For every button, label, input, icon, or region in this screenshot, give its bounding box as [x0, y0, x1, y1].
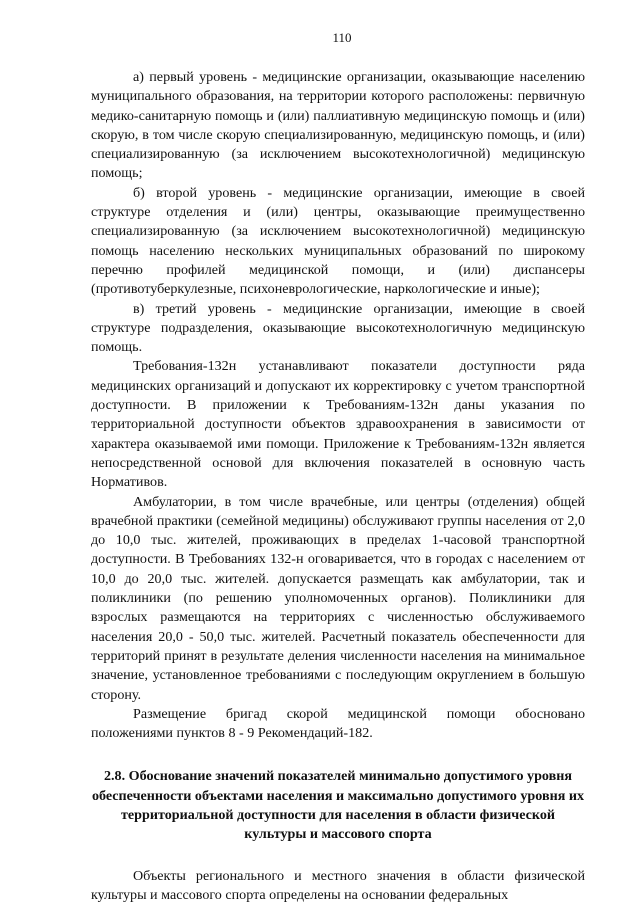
- document-page: [91, 30, 585, 905]
- paragraph-level-two: б) второй уровень - медицинские организации, имеющие в своей структуре отделения и (или) центры, оказывающие преимущественно специализированную (за исключением высокотехнологичной) медицинскую помощь населению нескольких муниципальных образований по широкому перечню профилей медицинской помощи, и (или) диспансеры (противотуберкулезные, психоневрологические, наркологические и иные);: [91, 184, 585, 298]
- paragraph-ambulatories: Амбулатории, в том числе врачебные, или центры (отделения) общей врачебной практики (семейной медицины) обслуживают группы населения от 2,0 до 10,0 тыс. жителей, проживающих в пределах 1-часовой транспортной доступности. В Требованиях 132-н оговаривается, что в городах с населением от 10,0 до 20,0 тыс. жителей. допускается размещать как амбулатории, так и поликлиники (по решению уполномоченных органов). Поликлиники для взрослых размещаются на территориях с численностью обслуживаемого населения 20,0 - 50,0 тыс. жителей. Расчетный показатель обеспеченности для территорий принят в результате деления численности населения на минимальное значение, установленное требованиями с последующим округлением в большую сторону.: [91, 493, 585, 703]
- page-number: 110: [332, 30, 352, 45]
- paragraph-requirements-132n: Требования-132н устанавливают показатели доступности ряда медицинских организаций и допускают их корректировку с учетом транспортной доступности. В приложении к Требованиям-132н даны указания по территориальной доступности объектов здравоохранения в зависимости от характера оказываемой ими помощи. Приложение к Требованиям-132н является непосредственной основой для включения показателей в основную часть Нормативов.: [91, 358, 585, 491]
- paragraph-ambulance-brigades: Размещение бригад скорой медицинской помощи обосновано положениями пунктов 8 - 9 Рекомендаций-182.: [91, 705, 585, 742]
- paragraph-level-three: в) третий уровень - медицинские организации, имеющие в своей структуре подразделения, оказывающие высокотехнологичную медицинскую помощь.: [91, 300, 585, 356]
- paragraph-level-one: а) первый уровень - медицинские организации, оказывающие населению муниципального образования, на территории которого расположены: первичную медико-санитарную помощь и (или) паллиативную медицинскую помощь и (или) скорую, в том числе скорую специализированную, медицинскую помощь, и (или) специализированную (за исключением высокотехнологичной) медицинскую помощь;: [91, 69, 585, 182]
- section-heading: 2.8. Обоснование значений показателей минимально допустимого уровня обеспеченности объектами населения и максимально допустимого уровня их территориальной доступности для населения в области физической культуры и массового спорта: [91, 768, 585, 843]
- paragraph-sport-objects: Объекты регионального и местного значения в области физической культуры и массового спорта определены на основании федеральных: [91, 867, 585, 903]
